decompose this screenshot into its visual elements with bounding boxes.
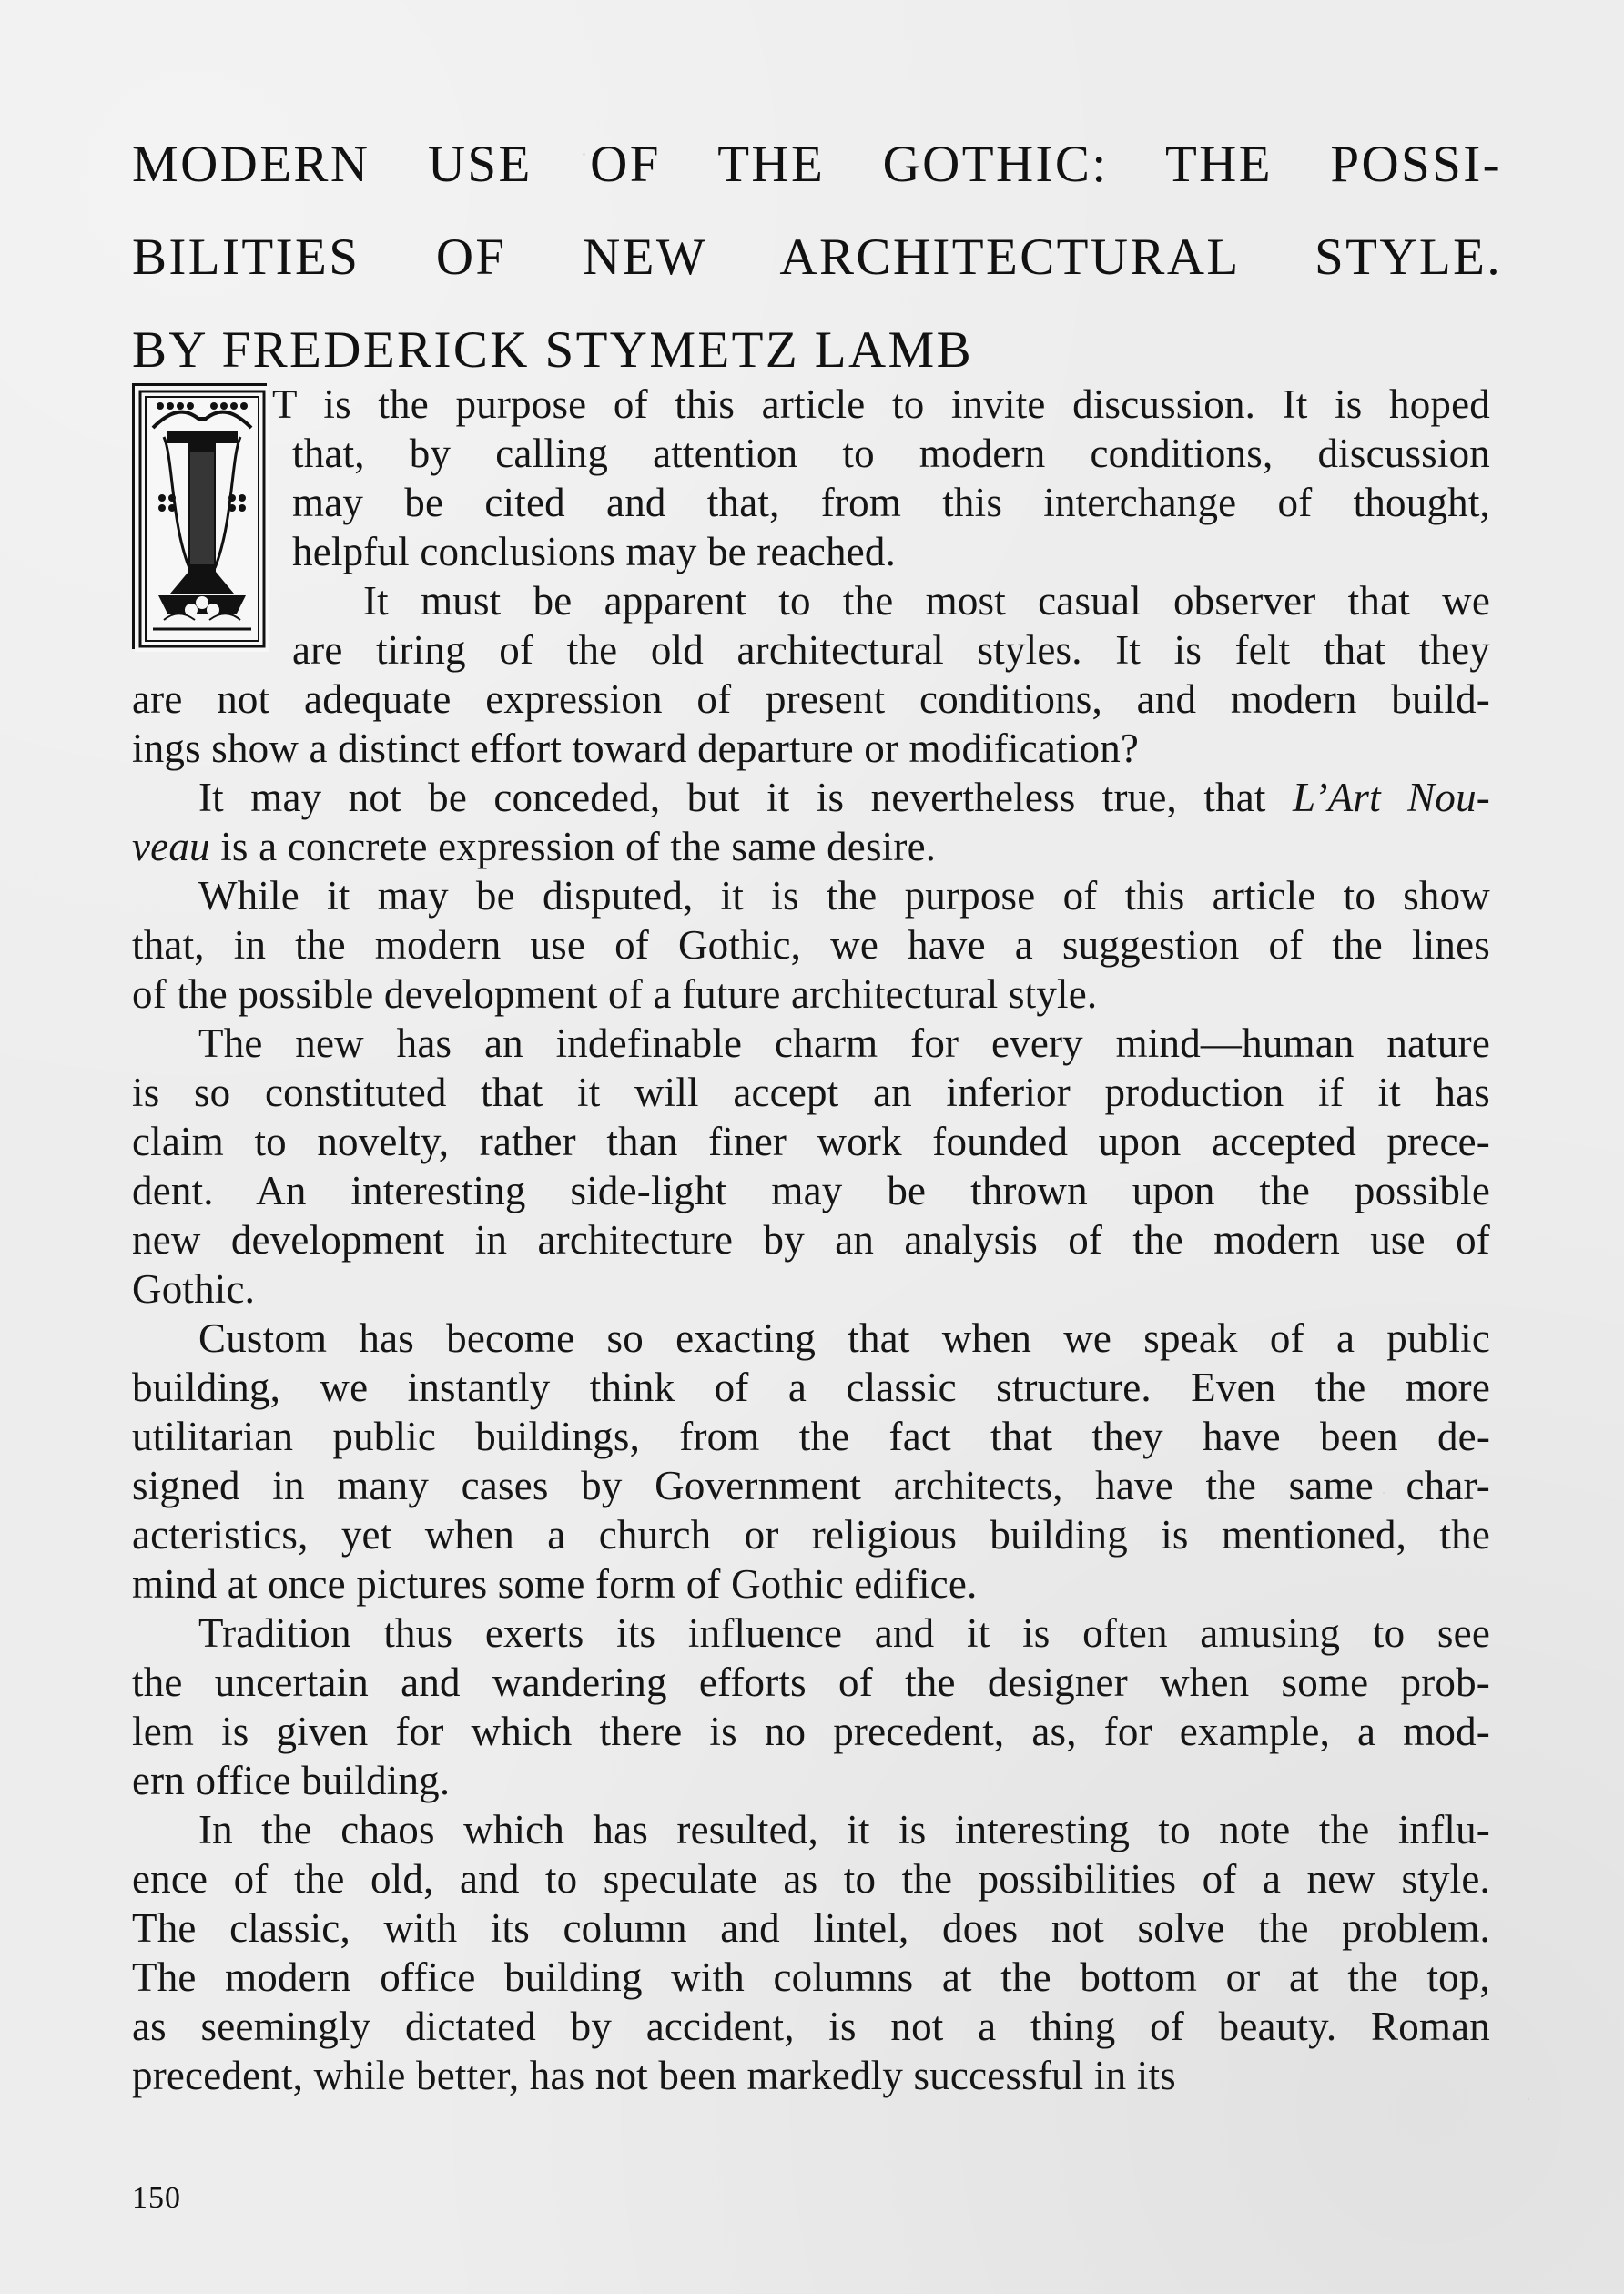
title-line-3: BY FREDERICK STYMETZ LAMB <box>132 321 974 379</box>
paragraph-8-line-6: precedent, while better, has not been markedly successful in its <box>132 2053 1176 2098</box>
paragraph-5-line-2: is so constituted that it will accept an inferior production if it has <box>132 1070 1490 1115</box>
paragraph-6-line-1: Custom has become so exacting that when we speak of a public <box>198 1315 1490 1361</box>
paragraph-8-line-4: The modern office building with columns at the bottom or at the top, <box>132 1954 1490 2000</box>
paper-speck <box>583 153 585 156</box>
paragraph-2-line-3: are not adequate expression of present conditions, and modern build- <box>132 676 1490 722</box>
paragraph-7-line-3: lem is given for which there is no precedent, as, for example, a mod- <box>132 1709 1490 1754</box>
paragraph-8-line-1: In the chaos which has resulted, it is interesting to note the influ- <box>198 1807 1490 1852</box>
paragraph-3-roman-continuation: is a concrete expression of the same desire. <box>209 824 937 869</box>
paragraph-5-line-5: new development in architecture by an analysis of the modern use of <box>132 1217 1490 1263</box>
paragraph-8-line-2: ence of the old, and to speculate as to the possibilities of a new style. <box>132 1856 1490 1902</box>
title-line-2: BILITIES OF NEW ARCHITECTURAL STYLE. <box>132 228 1502 286</box>
paragraph-6-line-2: building, we instantly think of a classic structure. Even the more <box>132 1365 1490 1410</box>
title-line-1: MODERN USE OF THE GOTHIC: THE POSSI- <box>132 136 1502 193</box>
paragraph-3-line-1 <box>198 773 1490 822</box>
paragraph-7-line-1: Tradition thus exerts its influence and it is often amusing to see <box>198 1610 1490 1656</box>
article-body <box>132 380 1490 2100</box>
paragraph-1-line-1: T is the purpose of this article to invite discussion. It is hoped <box>272 381 1490 427</box>
paragraph-6-line-3: utilitarian public buildings, from the fact that they have been de- <box>132 1414 1490 1459</box>
paragraph-2-line-4: ings show a distinct effort toward departure or modification? <box>132 726 1140 771</box>
paragraph-3-italic-segment: L’Art Nou- <box>1292 775 1490 820</box>
paragraph-3-italic-continuation: veau <box>132 824 210 869</box>
paragraph-1-line-3: may be cited and that, from this interchange of thought, <box>292 480 1490 525</box>
paragraph-4-line-2: that, in the modern use of Gothic, we have a suggestion of the lines <box>132 922 1490 968</box>
article-title <box>132 118 1502 397</box>
paragraph-7-line-4: ern office building. <box>132 1758 451 1803</box>
paragraph-6-line-5: acteristics, yet when a church or religious building is mentioned, the <box>132 1512 1490 1558</box>
paragraph-5-line-6: Gothic. <box>132 1266 256 1312</box>
page-number: 150 <box>132 2181 181 2215</box>
paper-speck <box>1528 2098 1529 2100</box>
paragraph-6-line-6: mind at once pictures some form of Gothic edifice. <box>132 1561 978 1607</box>
paragraph-7-line-2: the uncertain and wandering efforts of the designer when some prob- <box>132 1660 1490 1705</box>
paragraph-1-line-4: helpful conclusions may be reached. <box>292 529 897 574</box>
paragraph-2-line-1: It must be apparent to the most casual observer that we <box>363 578 1490 624</box>
paragraph-3-line-2 <box>132 822 1490 871</box>
paragraph-4-line-1: While it may be disputed, it is the purpose of this article to show <box>198 873 1490 919</box>
paper-speck <box>1383 1492 1385 1494</box>
paragraph-8-line-3: The classic, with its column and lintel, does not solve the problem. <box>132 1905 1490 1951</box>
paragraph-8-line-5: as seemingly dictated by accident, is not a thing of beauty. Roman <box>132 2004 1490 2049</box>
paragraph-5-line-4: dent. An interesting side-light may be thrown upon the possible <box>132 1168 1490 1213</box>
paragraph-4-line-3: of the possible development of a future architectural style. <box>132 971 1098 1017</box>
paragraph-5-line-3: claim to novelty, rather than finer work founded upon accepted prece- <box>132 1119 1490 1164</box>
paragraph-6-line-4: signed in many cases by Government architects, have the same char- <box>132 1463 1490 1508</box>
paragraph-2-line-2: are tiring of the old architectural styles. It is felt that they <box>292 627 1490 673</box>
paragraph-3-roman-segment: It may not be conceded, but it is nevertheless true, that <box>198 775 1293 820</box>
paragraph-5-line-1: The new has an indefinable charm for every mind—human nature <box>198 1020 1490 1066</box>
paragraph-1-line-2: that, by calling attention to modern conditions, discussion <box>292 431 1490 476</box>
